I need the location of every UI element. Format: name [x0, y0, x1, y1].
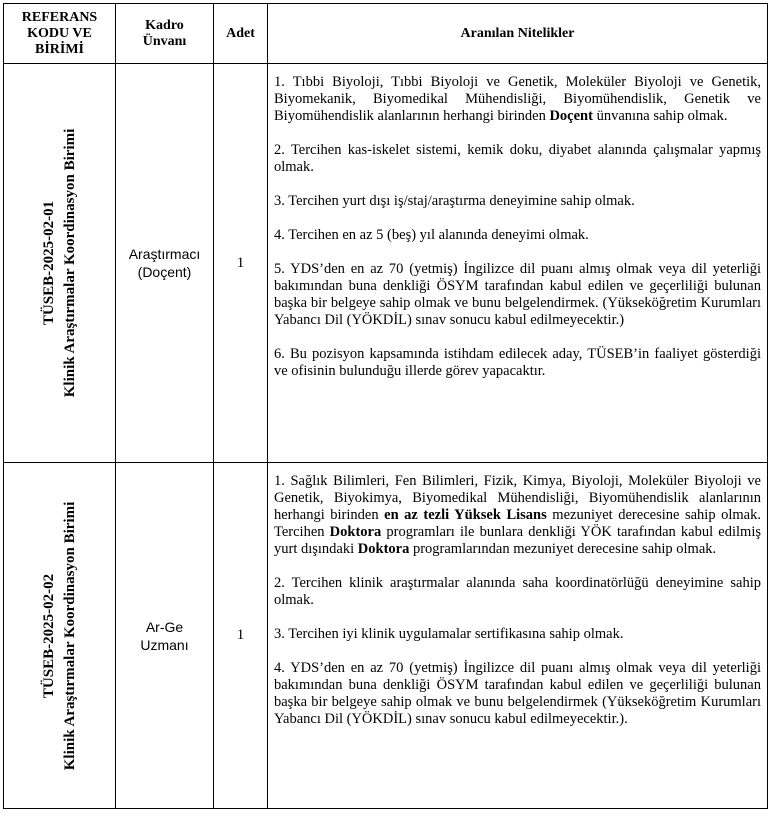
qualification-item: 2. Tercihen klinik araştırmalar alanında saha koordinatörlüğü deneyimine sahip olmak.	[274, 575, 761, 608]
qualification-bold: Doktora	[357, 541, 410, 557]
reference-code: TÜSEB-2025-02-01	[40, 200, 57, 326]
qualification-bold: Doçent	[549, 108, 593, 124]
header-qualifications: Aranılan Nitelikler	[268, 4, 768, 64]
qualification-text: mezuniyet derecesine sahip olmak. Tercihen	[274, 507, 761, 540]
header-title-line1: Kadro	[145, 17, 184, 33]
reference-unit: Klinik Araştırmalar Koordinasyon Birimi	[61, 501, 78, 770]
header-ref-line2: KODU VE	[27, 25, 92, 41]
qualification-bold: en az tezli Yüksek Lisans	[384, 507, 547, 523]
reference-vertical	[39, 501, 81, 770]
position-row	[4, 64, 768, 463]
position-title	[116, 463, 214, 809]
position-count: 1	[214, 64, 268, 463]
header-title	[116, 4, 214, 64]
position-title	[116, 64, 214, 463]
qualification-text: ünvanına sahip olmak.	[592, 108, 728, 124]
qualification-bold: Doktora	[329, 524, 382, 540]
qualification-item: 3. Tercihen yurt dışı iş/staj/araştırma deneyimine sahip olmak.	[274, 193, 635, 209]
qualification-item	[274, 74, 761, 125]
header-row	[4, 4, 768, 64]
qualification-text: programları ile bunlara denkliği YÖK tarafından kabul edilmiş yurt dışındaki	[274, 524, 761, 557]
position-row	[4, 463, 768, 809]
qualification-item: 2. Tercihen kas-iskelet sistemi, kemik doku, diyabet alanında çalışmalar yapmış olmak.	[274, 142, 761, 175]
position-count: 1	[214, 463, 268, 809]
position-title-line2: Uzmanı	[140, 636, 189, 653]
qualification-item	[274, 473, 761, 558]
reference-unit: Klinik Araştırmalar Koordinasyon Birimi	[61, 128, 78, 398]
header-count: Adet	[214, 4, 268, 64]
qualification-item: 3. Tercihen iyi klinik uygulamalar sertifikasına sahip olmak.	[274, 626, 624, 642]
qualification-item: 5. YDS’den en az 70 (yetmiş) İngilizce dil puanı almış olmak veya dil yeterliği bakımından buna denkliği ÖSYM tarafından kabul edilen ve geçerliliği bulunan başka bir belgeye sahip olmak ve bunu belgelendirmek. (Yükseköğretim Kurumları Yabancı Dil (YÖKDİL) sınav sonucu kabul edilmeyecektir.)	[274, 261, 761, 328]
qualification-item: 4. Tercihen en az 5 (beş) yıl alanında deneyimi olmak.	[274, 227, 589, 243]
qualifications-cell	[268, 64, 768, 463]
qualification-text: 1. Sağlık Bilimleri, Fen Bilimleri, Fizik, Kimya, Biyoloji, Moleküler Biyoloji ve Genetik, Biyokimya, Biyomedikal Mühendisliği, Biyomühendislik alanlarının herhangi birinden	[274, 473, 761, 523]
header-ref-line1: REFERANS	[21, 9, 98, 25]
qualification-text: programlarından mezuniyet derecesine sahip olmak.	[409, 541, 717, 557]
qualification-text: 1. Tıbbi Biyoloji, Tıbbi Biyoloji ve Genetik, Moleküler Biyoloji ve Genetik, Biyomekanik, Biyomedikal Mühendisliği, Biyomühendislik, Genetik ve Biyomühendislik alanlarının herhangi birinden	[274, 74, 761, 124]
reference-cell	[4, 463, 116, 809]
qualification-item: 4. YDS’den en az 70 (yetmiş) İngilizce dil puanı almış olmak veya dil yeterliği bakımından buna denkliği ÖSYM tarafından kabul edilen ve geçerliliği bulunan başka bir belgeye sahip olmak ve bunu belgelendirmek (Yükseköğretim Kurumları Yabancı Dil (YÖKDİL) sınav sonucu kabul edilmeyecektir.).	[274, 660, 761, 727]
reference-cell	[4, 64, 116, 463]
reference-code: TÜSEB-2025-02-02	[40, 573, 57, 698]
position-title-line1: Araştırmacı	[128, 246, 201, 262]
qualifications-cell	[268, 463, 768, 809]
header-title-line2: Ünvanı	[142, 33, 187, 49]
positions-table	[3, 3, 768, 809]
position-title-line2: (Doçent)	[137, 264, 192, 280]
header-reference	[4, 4, 116, 64]
position-title-line1: Ar-Ge	[145, 618, 184, 635]
header-ref-line3: BİRİMİ	[34, 41, 84, 57]
reference-vertical	[39, 129, 81, 398]
qualification-item: 6. Bu pozisyon kapsamında istihdam edilecek aday, TÜSEB’in faaliyet gösterdiği ve ofisinin bulunduğu illerde görev yapacaktır.	[274, 346, 761, 379]
